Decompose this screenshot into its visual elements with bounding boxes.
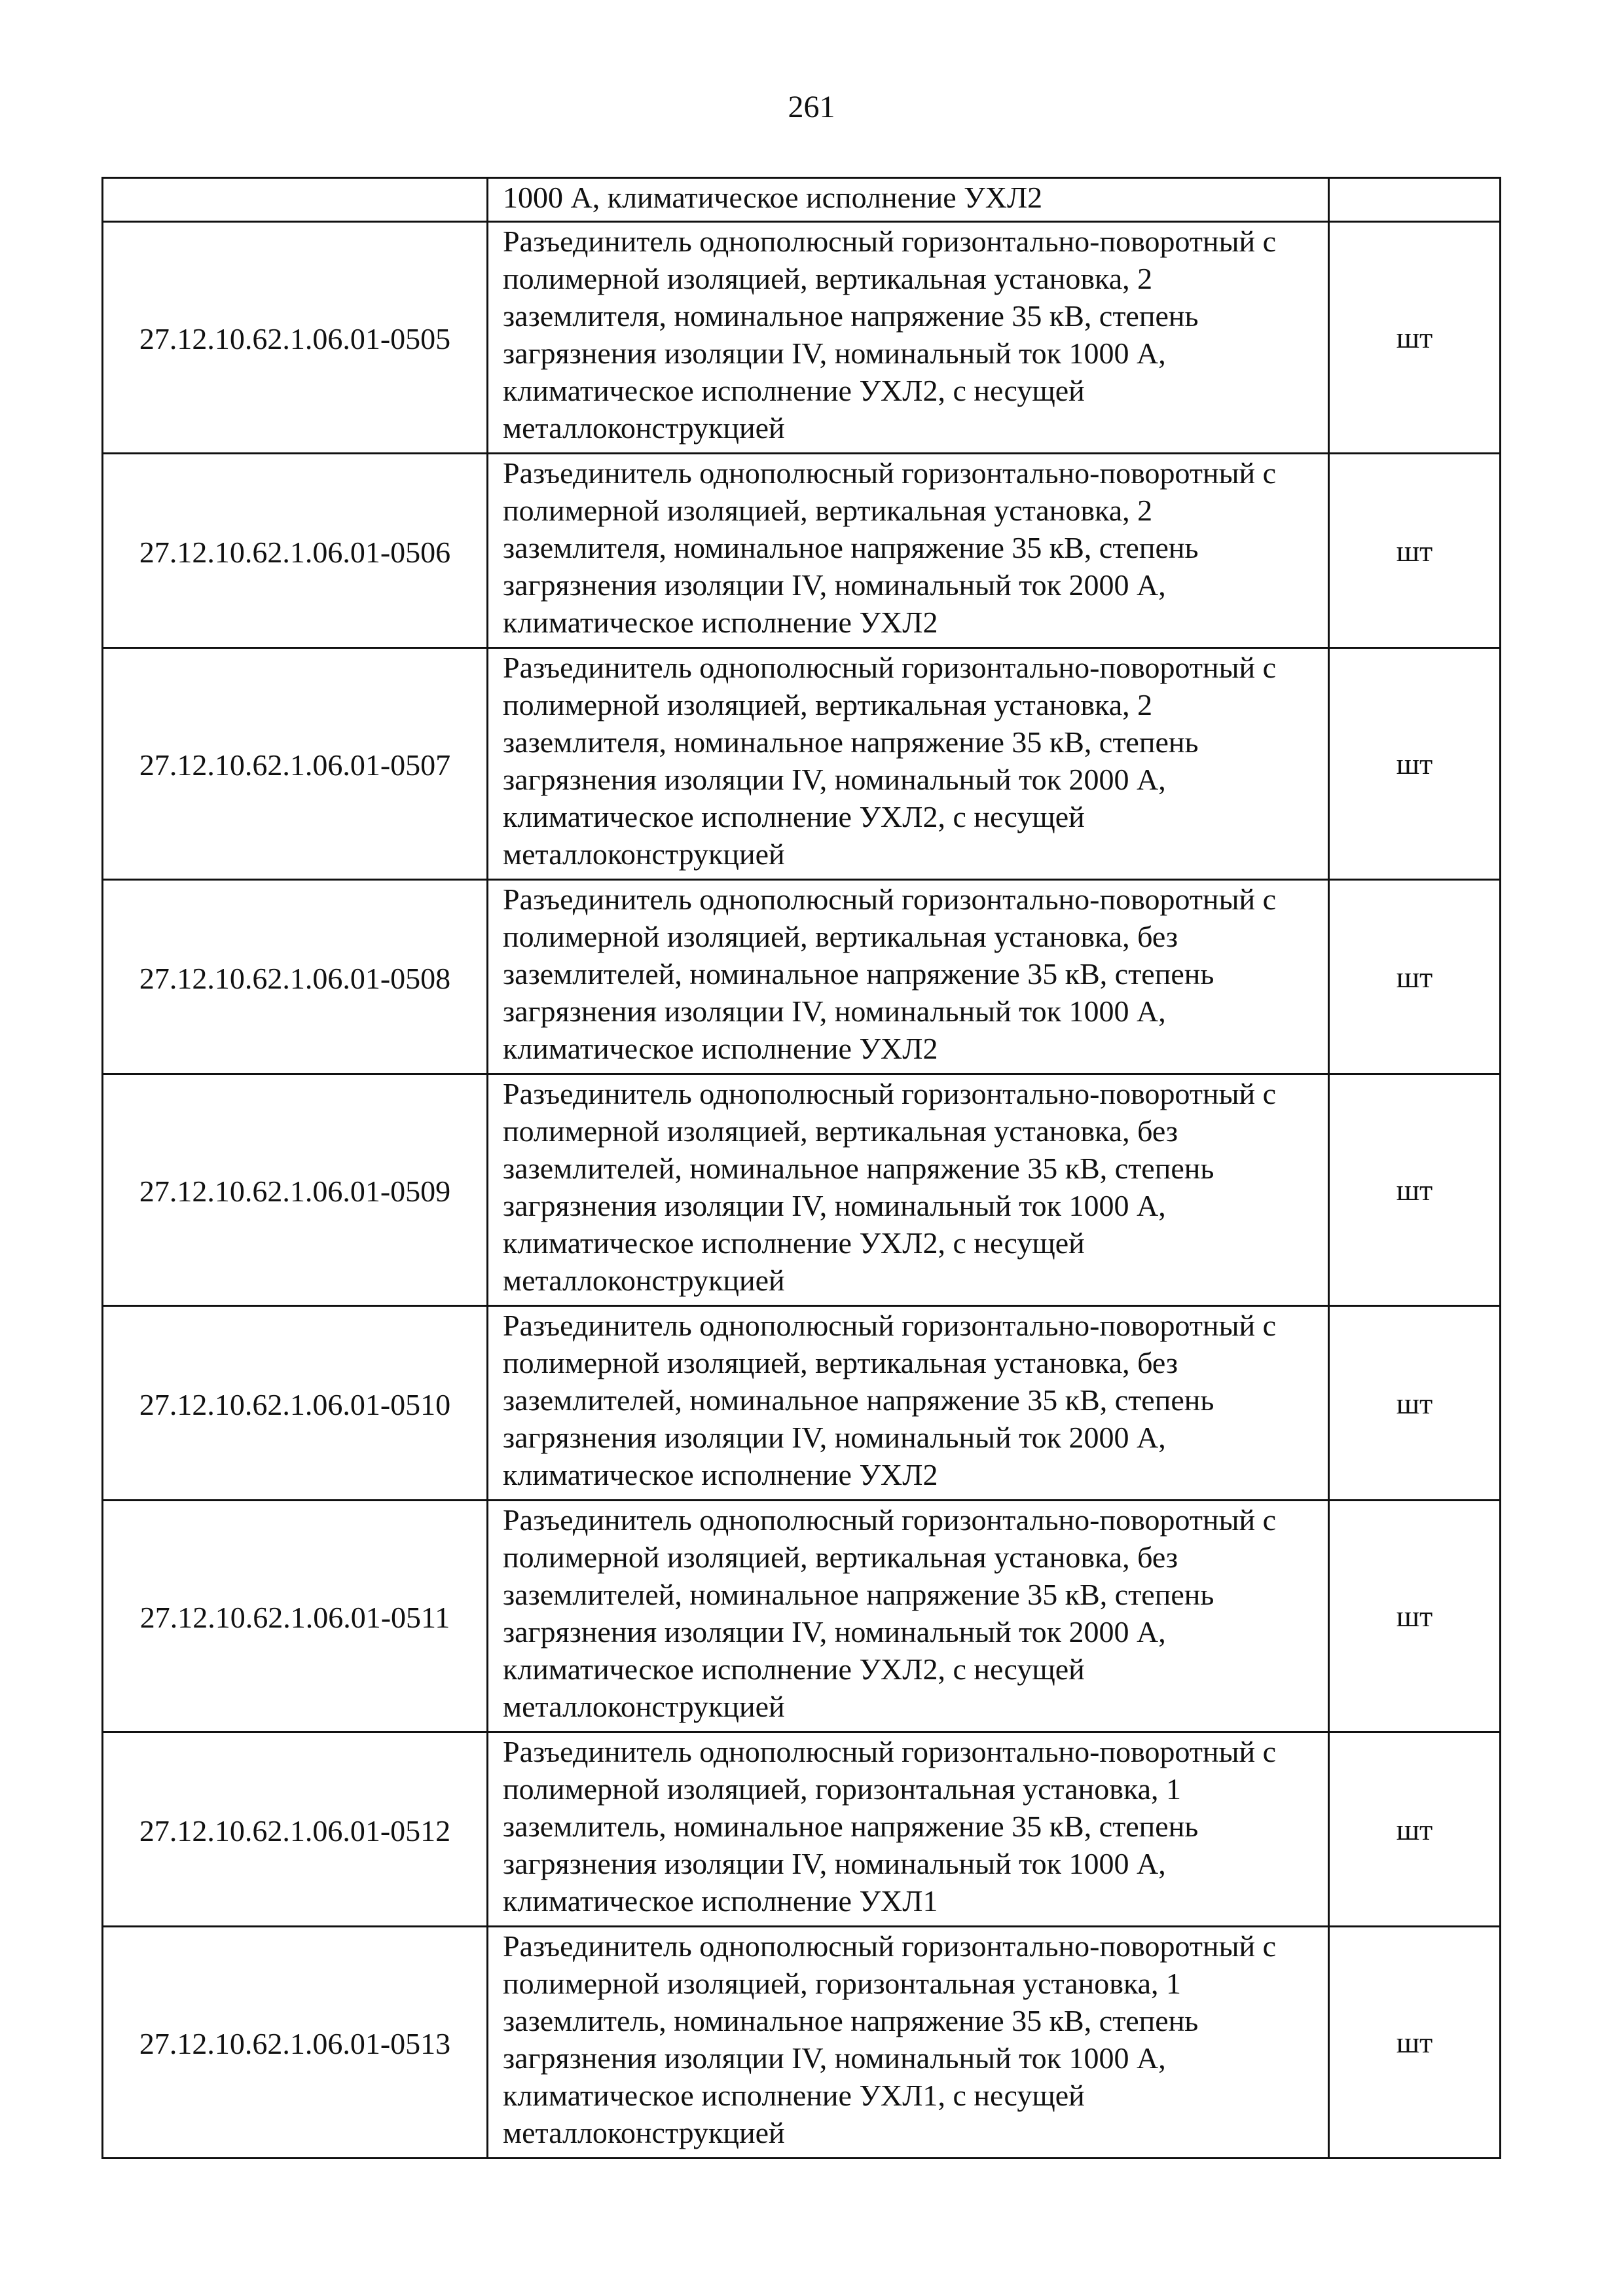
item-description: Разъединитель однополюсный горизонтально-поворотный с полимерной изоляцией, горизонтальная установка, 1 заземлитель, номинальное напряжение 35 кВ, степень загрязнения изоляции IV, номинальный ток 1000 А, климатическое исполнение УХЛ1 xyxy=(488,1732,1329,1927)
table-row xyxy=(103,648,1501,880)
table-row xyxy=(103,1501,1501,1732)
item-description: Разъединитель однополюсный горизонтально-поворотный с полимерной изоляцией, вертикальная установка, без заземлителей, номинальное напряжение 35 кВ, степень загрязнения изоляции IV, номинальный ток 2000 А, климатическое исполнение УХЛ2 xyxy=(488,1306,1329,1501)
item-description: Разъединитель однополюсный горизонтально-поворотный с полимерной изоляцией, вертикальная установка, без заземлителей, номинальное напряжение 35 кВ, степень загрязнения изоляции IV, номинальный ток 1000 А, климатическое исполнение УХЛ2 xyxy=(488,880,1329,1074)
item-code: 27.12.10.62.1.06.01-0508 xyxy=(103,880,488,1074)
item-unit: шт xyxy=(1329,880,1501,1074)
item-description: Разъединитель однополюсный горизонтально-поворотный с полимерной изоляцией, горизонтальная установка, 1 заземлитель, номинальное напряжение 35 кВ, степень загрязнения изоляции IV, номинальный ток 1000 А, климатическое исполнение УХЛ1, с несущей металлоконструкцией xyxy=(488,1927,1329,2159)
table-row xyxy=(103,1306,1501,1501)
item-unit: шт xyxy=(1329,222,1501,454)
table-row xyxy=(103,880,1501,1074)
item-code: 27.12.10.62.1.06.01-0511 xyxy=(103,1501,488,1732)
item-unit xyxy=(1329,178,1501,222)
item-code: 27.12.10.62.1.06.01-0509 xyxy=(103,1074,488,1306)
item-unit: шт xyxy=(1329,1732,1501,1927)
table-row xyxy=(103,454,1501,648)
item-code: 27.12.10.62.1.06.01-0510 xyxy=(103,1306,488,1501)
table-row xyxy=(103,1074,1501,1306)
item-code: 27.12.10.62.1.06.01-0507 xyxy=(103,648,488,880)
item-description: Разъединитель однополюсный горизонтально-поворотный с полимерной изоляцией, вертикальная установка, 2 заземлителя, номинальное напряжение 35 кВ, степень загрязнения изоляции IV, номинальный ток 2000 А, климатическое исполнение УХЛ2 xyxy=(488,454,1329,648)
item-code: 27.12.10.62.1.06.01-0512 xyxy=(103,1732,488,1927)
item-unit: шт xyxy=(1329,1074,1501,1306)
page-number: 261 xyxy=(788,90,835,124)
table-row xyxy=(103,1927,1501,2159)
item-unit: шт xyxy=(1329,1927,1501,2159)
item-description: Разъединитель однополюсный горизонтально-поворотный с полимерной изоляцией, вертикальная установка, без заземлителей, номинальное напряжение 35 кВ, степень загрязнения изоляции IV, номинальный ток 1000 А, климатическое исполнение УХЛ2, с несущей металлоконструкцией xyxy=(488,1074,1329,1306)
item-code: 27.12.10.62.1.06.01-0506 xyxy=(103,454,488,648)
items-table xyxy=(101,177,1501,2159)
item-description: Разъединитель однополюсный горизонтально-поворотный с полимерной изоляцией, вертикальная установка, без заземлителей, номинальное напряжение 35 кВ, степень загрязнения изоляции IV, номинальный ток 2000 А, климатическое исполнение УХЛ2, с несущей металлоконструкцией xyxy=(488,1501,1329,1732)
item-description: 1000 А, климатическое исполнение УХЛ2 xyxy=(488,178,1329,222)
table-row xyxy=(103,222,1501,454)
item-unit: шт xyxy=(1329,454,1501,648)
item-code: 27.12.10.62.1.06.01-0513 xyxy=(103,1927,488,2159)
table-row xyxy=(103,1732,1501,1927)
item-description: Разъединитель однополюсный горизонтально-поворотный с полимерной изоляцией, вертикальная установка, 2 заземлителя, номинальное напряжение 35 кВ, степень загрязнения изоляции IV, номинальный ток 1000 А, климатическое исполнение УХЛ2, с несущей металлоконструкцией xyxy=(488,222,1329,454)
table-row-continuation xyxy=(103,178,1501,222)
item-description: Разъединитель однополюсный горизонтально-поворотный с полимерной изоляцией, вертикальная установка, 2 заземлителя, номинальное напряжение 35 кВ, степень загрязнения изоляции IV, номинальный ток 2000 А, климатическое исполнение УХЛ2, с несущей металлоконструкцией xyxy=(488,648,1329,880)
item-unit: шт xyxy=(1329,1501,1501,1732)
item-code: 27.12.10.62.1.06.01-0505 xyxy=(103,222,488,454)
item-unit: шт xyxy=(1329,1306,1501,1501)
item-code xyxy=(103,178,488,222)
item-unit: шт xyxy=(1329,648,1501,880)
